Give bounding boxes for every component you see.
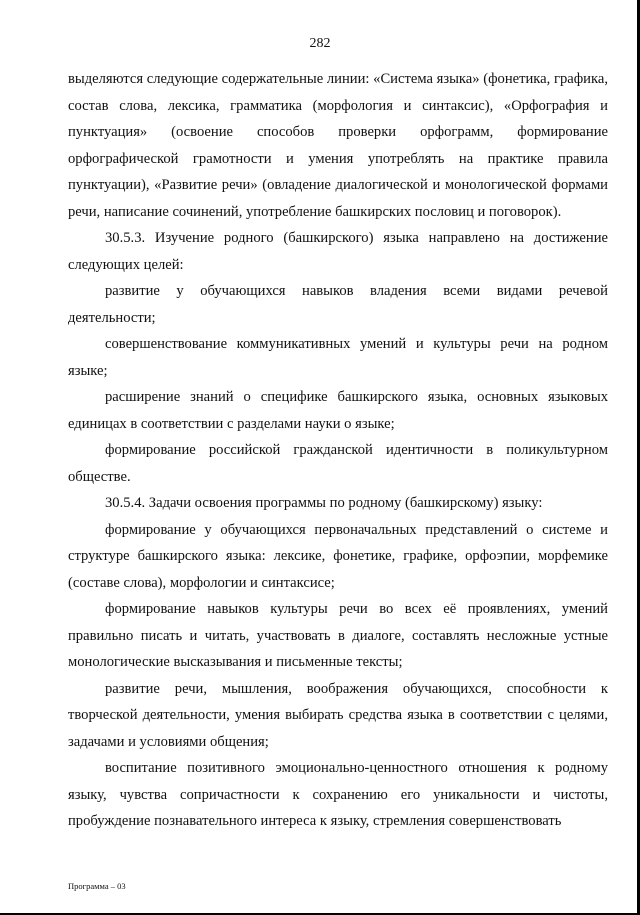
body-text — [68, 66, 608, 835]
paragraph-content-lines: выделяются следующие содержательные линии: «Система языка» (фонетика, графика, состав слова, лексика, грамматика (морфология и синтаксис), «Орфография и пунктуация» (освоение способов проверки орфограмм, формирование орфографической грамотности и умения употреблять на практике правила пунктуации), «Развитие речи» (овладение диалогической и монологической формами речи, написание сочинений, употребление башкирских пословиц и поговорок). — [68, 71, 608, 220]
paragraph-task-development: развитие речи, мышления, воображения обучающихся, способности к творческой деятельности, умения выбирать средства языка в соответствии с целями, задачами и условиями общения; — [68, 680, 608, 750]
paragraph-task-speech-culture: формирование навыков культуры речи во всех её проявлениях, умений правильно писать и читать, участвовать в диалоге, составлять несложные устные монологические высказывания и письменные тексты; — [68, 601, 608, 670]
paragraph-goal-communication: совершенствование коммуникативных умений и культуры речи на родном языке; — [68, 336, 608, 379]
page-number: 282 — [309, 36, 331, 51]
paragraph-tasks-heading: 30.5.4. Задачи освоения программы по родному (башкирскому) языку: — [105, 495, 543, 511]
paragraph-goals-heading: 30.5.3. Изучение родного (башкирского) языка направлено на достижение следующих целей: — [68, 230, 608, 273]
footer-label: Программа – 03 — [68, 881, 126, 891]
paragraph-task-language-system: формирование у обучающихся первоначальных представлений о системе и структуре башкирского языка: лексике, фонетике, графике, орфоэпии, морфемике (составе слова), морфологии и синтаксисе; — [68, 521, 608, 591]
paragraph-goal-language-knowledge: расширение знаний о специфике башкирского языка, основных языковых единицах в соответствии с разделами науки о языке; — [68, 389, 608, 432]
paragraph-goal-civic-identity: формирование российской гражданской идентичности в поликультурном обществе. — [68, 442, 608, 485]
paragraph-goal-speech-activity: развитие у обучающихся навыков владения всеми видами речевой деятельности; — [68, 283, 608, 326]
paragraph-task-upbringing: воспитание позитивного эмоционально-ценностного отношения к родному языку, чувства сопричастности к сохранению его уникальности и чистоты, пробуждение познавательного интереса к языку, стремления совершенствовать — [68, 760, 608, 829]
